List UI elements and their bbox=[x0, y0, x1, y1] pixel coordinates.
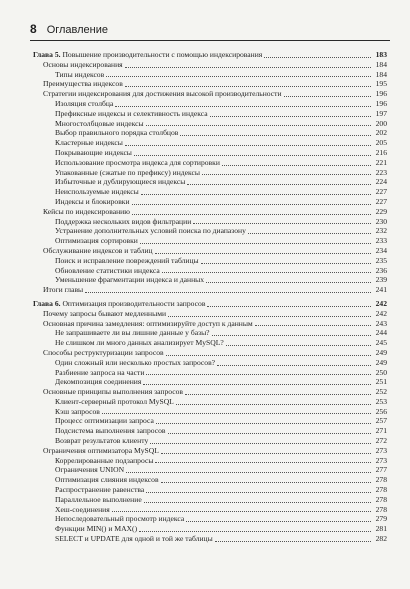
dot-leader bbox=[255, 325, 371, 326]
header-rule bbox=[30, 40, 390, 41]
toc-entry bbox=[33, 285, 387, 295]
page-ref: 200 bbox=[375, 118, 387, 128]
chapter-block bbox=[33, 299, 387, 544]
toc-entry bbox=[33, 119, 387, 129]
dot-leader bbox=[222, 165, 371, 166]
page-ref: 234 bbox=[375, 245, 387, 255]
entry-title: Стратегии индексирования для достижения высокой производительности bbox=[43, 89, 282, 99]
entry-title: Индексы и блокировки bbox=[55, 196, 130, 206]
entry-title: Устранение дополнительных условий поиска по диапазону bbox=[55, 226, 246, 236]
toc-entry bbox=[33, 416, 387, 426]
page-ref: 205 bbox=[375, 138, 387, 148]
dot-leader bbox=[186, 521, 371, 522]
toc-entry bbox=[33, 338, 387, 348]
dot-leader bbox=[248, 233, 371, 234]
dot-leader bbox=[185, 394, 371, 395]
entry-title: Непоследовательный просмотр индекса bbox=[55, 514, 185, 524]
page-ref: 216 bbox=[375, 147, 387, 157]
page-ref: 279 bbox=[375, 514, 387, 524]
dot-leader bbox=[217, 365, 371, 366]
entry-title: Многостолбцовые индексы bbox=[55, 118, 144, 128]
page-number: 8 bbox=[30, 22, 37, 36]
entry-title: Обновление статистики индекса bbox=[55, 265, 160, 275]
chapter-number: Глава 6. bbox=[33, 298, 61, 308]
dot-leader bbox=[106, 76, 371, 77]
page-ref: 278 bbox=[375, 475, 387, 485]
page-ref: 239 bbox=[375, 275, 387, 285]
dot-leader bbox=[139, 531, 371, 532]
dot-leader bbox=[202, 174, 371, 175]
page-ref: 230 bbox=[375, 216, 387, 226]
dot-leader bbox=[112, 511, 371, 512]
toc-entry bbox=[33, 109, 387, 119]
dot-leader bbox=[212, 335, 371, 336]
toc-entry bbox=[33, 187, 387, 197]
dot-leader bbox=[207, 306, 371, 307]
toc-entry bbox=[33, 309, 387, 319]
page-ref: 236 bbox=[375, 265, 387, 275]
toc-entry bbox=[33, 168, 387, 178]
toc-entry bbox=[33, 319, 387, 329]
dot-leader bbox=[85, 292, 371, 293]
toc-entry bbox=[33, 397, 387, 407]
dot-leader bbox=[201, 263, 371, 264]
page-ref: 249 bbox=[375, 357, 387, 367]
toc-entry bbox=[33, 475, 387, 485]
toc-entry bbox=[33, 514, 387, 524]
toc-entry bbox=[33, 128, 387, 138]
page-ref: 223 bbox=[375, 167, 387, 177]
entry-title: Поиск и исправление повреждений таблицы bbox=[55, 255, 199, 265]
page-ref: 184 bbox=[375, 59, 387, 69]
page-ref: 224 bbox=[375, 177, 387, 187]
entry-title: Параллельное выполнение bbox=[55, 494, 142, 504]
page-ref: 183 bbox=[375, 50, 387, 59]
page-ref: 278 bbox=[375, 494, 387, 504]
chapter-heading bbox=[33, 299, 387, 309]
entry-title: Уменьшение фрагментации индекса и данных bbox=[55, 275, 205, 285]
entry-title: Выбор правильного порядка столбцов bbox=[55, 128, 179, 138]
table-of-contents bbox=[33, 50, 387, 548]
chapter-title: Оптимизация производительности запросов bbox=[62, 298, 206, 308]
dot-leader bbox=[155, 462, 371, 463]
toc-entry bbox=[33, 217, 387, 227]
entry-title: Покрывающие индексы bbox=[55, 147, 132, 157]
page-ref: 273 bbox=[375, 445, 387, 455]
chapter-heading bbox=[33, 50, 387, 60]
dot-leader bbox=[168, 433, 371, 434]
entry-title: Ограничения оптимизатора MySQL bbox=[43, 445, 159, 455]
dot-leader bbox=[210, 116, 371, 117]
entry-title: Декомпозиция соединения bbox=[55, 377, 142, 387]
entry-title: Не запрашиваете ли вы лишние данные у базы? bbox=[55, 328, 210, 338]
dot-leader bbox=[264, 57, 371, 58]
toc-entry bbox=[33, 89, 387, 99]
entry-title: Кластерные индексы bbox=[55, 138, 123, 148]
toc-entry bbox=[33, 465, 387, 475]
dot-leader bbox=[156, 423, 371, 424]
entry-title: Основные принципы выполнения запросов bbox=[43, 387, 183, 397]
dot-leader bbox=[168, 316, 371, 317]
entry-title: Коррелированные подзапросы bbox=[55, 455, 154, 465]
page-ref: 227 bbox=[375, 196, 387, 206]
entry-title: Клиент-серверный протокол MySQL bbox=[55, 396, 174, 406]
entry-title: Подсистема выполнения запросов bbox=[55, 426, 166, 436]
page-ref: 281 bbox=[375, 524, 387, 534]
toc-entry bbox=[33, 70, 387, 80]
entry-title: Функции MIN() и MAX() bbox=[55, 524, 138, 534]
page-ref: 195 bbox=[375, 79, 387, 89]
entry-title: Неиспользуемые индексы bbox=[55, 187, 139, 197]
dot-leader bbox=[132, 204, 371, 205]
dot-leader bbox=[226, 345, 371, 346]
dot-leader bbox=[146, 125, 371, 126]
dot-leader bbox=[146, 492, 371, 493]
toc-entry bbox=[33, 387, 387, 397]
dot-leader bbox=[126, 472, 371, 473]
toc-entry bbox=[33, 377, 387, 387]
dot-leader bbox=[187, 184, 371, 185]
page-ref: 229 bbox=[375, 206, 387, 216]
running-title: Оглавление bbox=[46, 24, 109, 36]
toc-entry bbox=[33, 505, 387, 515]
toc-entry bbox=[33, 426, 387, 436]
dot-leader bbox=[161, 453, 371, 454]
toc-entry bbox=[33, 207, 387, 217]
page-ref: 282 bbox=[375, 534, 387, 544]
dot-leader bbox=[125, 67, 371, 68]
page-ref: 278 bbox=[375, 485, 387, 495]
page-ref: 243 bbox=[375, 318, 387, 328]
toc-entry bbox=[33, 358, 387, 368]
page-ref: 278 bbox=[375, 504, 387, 514]
entry-title: Преимущества индексов bbox=[43, 79, 123, 89]
dot-leader bbox=[132, 214, 371, 215]
dot-leader bbox=[125, 145, 371, 146]
chapter-block bbox=[33, 50, 387, 295]
entry-title: Упакованные (сжатые по префиксу) индексы bbox=[55, 167, 201, 177]
entry-title: Хеш-соединения bbox=[55, 504, 110, 514]
page-ref: 242 bbox=[375, 308, 387, 318]
entry-title: Использование просмотра индекса для сортировки bbox=[55, 157, 220, 167]
dot-leader bbox=[180, 135, 371, 136]
page-ref: 252 bbox=[375, 387, 387, 397]
entry-title: Избыточные и дублирующиеся индексы bbox=[55, 177, 186, 187]
page-ref: 227 bbox=[375, 187, 387, 197]
dot-leader bbox=[162, 272, 371, 273]
entry-title: Оптимизация слияния индексов bbox=[55, 475, 159, 485]
entry-title: Оптимизация сортировки bbox=[55, 236, 138, 246]
dot-leader bbox=[140, 243, 371, 244]
entry-title: Способы реструктуризации запросов bbox=[43, 347, 164, 357]
toc-entry bbox=[33, 275, 387, 285]
dot-leader bbox=[193, 223, 371, 224]
dot-leader bbox=[176, 404, 371, 405]
entry-title: Возврат результатов клиенту bbox=[55, 436, 149, 446]
toc-entry bbox=[33, 495, 387, 505]
entry-title: Типы индексов bbox=[55, 69, 105, 79]
page-ref: 242 bbox=[375, 298, 387, 308]
entry-title: Обслуживание индексов и таблиц bbox=[43, 245, 153, 255]
toc-entry bbox=[33, 348, 387, 358]
page-ref: 196 bbox=[375, 98, 387, 108]
chapter-label bbox=[33, 299, 205, 309]
dot-leader bbox=[115, 106, 371, 107]
dot-leader bbox=[146, 374, 371, 375]
page-ref: 257 bbox=[375, 416, 387, 426]
page-ref: 244 bbox=[375, 328, 387, 338]
page-ref: 249 bbox=[375, 347, 387, 357]
entry-title: Распространение равенства bbox=[55, 485, 145, 495]
toc-entry bbox=[33, 456, 387, 466]
page-header bbox=[30, 22, 108, 36]
dot-leader bbox=[143, 384, 371, 385]
entry-title: Не слишком ли много данных анализирует MySQL? bbox=[55, 338, 224, 348]
page-ref: 202 bbox=[375, 128, 387, 138]
page-ref: 271 bbox=[375, 426, 387, 436]
dot-leader bbox=[141, 194, 371, 195]
dot-leader bbox=[134, 155, 371, 156]
dot-leader bbox=[155, 253, 371, 254]
toc-entry bbox=[33, 328, 387, 338]
toc-entry bbox=[33, 148, 387, 158]
entry-title: Изоляция столбца bbox=[55, 98, 114, 108]
entry-title: Один сложный или несколько простых запросов? bbox=[55, 357, 216, 367]
entry-title: Процесс оптимизации запроса bbox=[55, 416, 154, 426]
page-ref: 245 bbox=[375, 338, 387, 348]
dot-leader bbox=[161, 482, 371, 483]
toc-entry bbox=[33, 368, 387, 378]
page-ref: 253 bbox=[375, 396, 387, 406]
toc-entry bbox=[33, 436, 387, 446]
page-ref: 272 bbox=[375, 436, 387, 446]
page-ref: 273 bbox=[375, 455, 387, 465]
dot-leader bbox=[144, 502, 371, 503]
toc-entry bbox=[33, 407, 387, 417]
toc-entry bbox=[33, 177, 387, 187]
toc-entry bbox=[33, 485, 387, 495]
page-ref: 233 bbox=[375, 236, 387, 246]
toc-entry bbox=[33, 524, 387, 534]
entry-title: Итоги главы bbox=[43, 285, 84, 295]
entry-title: SELECT и UPDATE для одной и той же таблицы bbox=[55, 534, 213, 544]
toc-entry bbox=[33, 266, 387, 276]
page-ref: 277 bbox=[375, 465, 387, 475]
page-ref: 241 bbox=[375, 285, 387, 295]
entry-title: Основная причина замедления: оптимизируйте доступ к данным bbox=[43, 318, 253, 328]
dot-leader bbox=[166, 355, 371, 356]
chapter-title: Повышение производительности с помощью индексирования bbox=[62, 50, 263, 59]
entry-title: Поддержка нескольких видов фильтрации bbox=[55, 216, 192, 226]
entry-title: Основы индексирования bbox=[43, 59, 123, 69]
toc-entry bbox=[33, 226, 387, 236]
toc-entry bbox=[33, 60, 387, 70]
entry-title: Кейсы по индексированию bbox=[43, 206, 130, 216]
page-ref: 196 bbox=[375, 89, 387, 99]
page-ref: 250 bbox=[375, 367, 387, 377]
entry-title: Ограничения UNION bbox=[55, 465, 125, 475]
toc-entry bbox=[33, 99, 387, 109]
page-ref: 221 bbox=[375, 157, 387, 167]
page-ref: 184 bbox=[375, 69, 387, 79]
entry-title: Префиксные индексы и селективность индекса bbox=[55, 108, 208, 118]
dot-leader bbox=[206, 282, 371, 283]
toc-entry bbox=[33, 158, 387, 168]
dot-leader bbox=[102, 413, 371, 414]
toc-entry bbox=[33, 197, 387, 207]
toc-entry bbox=[33, 138, 387, 148]
page-ref: 235 bbox=[375, 255, 387, 265]
entry-title: Разбиение запроса на части bbox=[55, 367, 145, 377]
toc-entry bbox=[33, 246, 387, 256]
page-ref: 256 bbox=[375, 406, 387, 416]
dot-leader bbox=[150, 443, 371, 444]
entry-title: Кэш запросов bbox=[55, 406, 100, 416]
dot-leader bbox=[284, 96, 371, 97]
toc-entry bbox=[33, 79, 387, 89]
page-ref: 197 bbox=[375, 108, 387, 118]
page-ref: 232 bbox=[375, 226, 387, 236]
page-ref: 251 bbox=[375, 377, 387, 387]
toc-entry bbox=[33, 236, 387, 246]
toc-entry bbox=[33, 446, 387, 456]
chapter-number: Глава 5. bbox=[33, 50, 61, 59]
dot-leader bbox=[125, 86, 371, 87]
entry-title: Почему запросы бывают медленными bbox=[43, 308, 167, 318]
toc-entry bbox=[33, 256, 387, 266]
dot-leader bbox=[215, 541, 371, 542]
chapter-label bbox=[33, 50, 262, 60]
toc-entry bbox=[33, 534, 387, 544]
